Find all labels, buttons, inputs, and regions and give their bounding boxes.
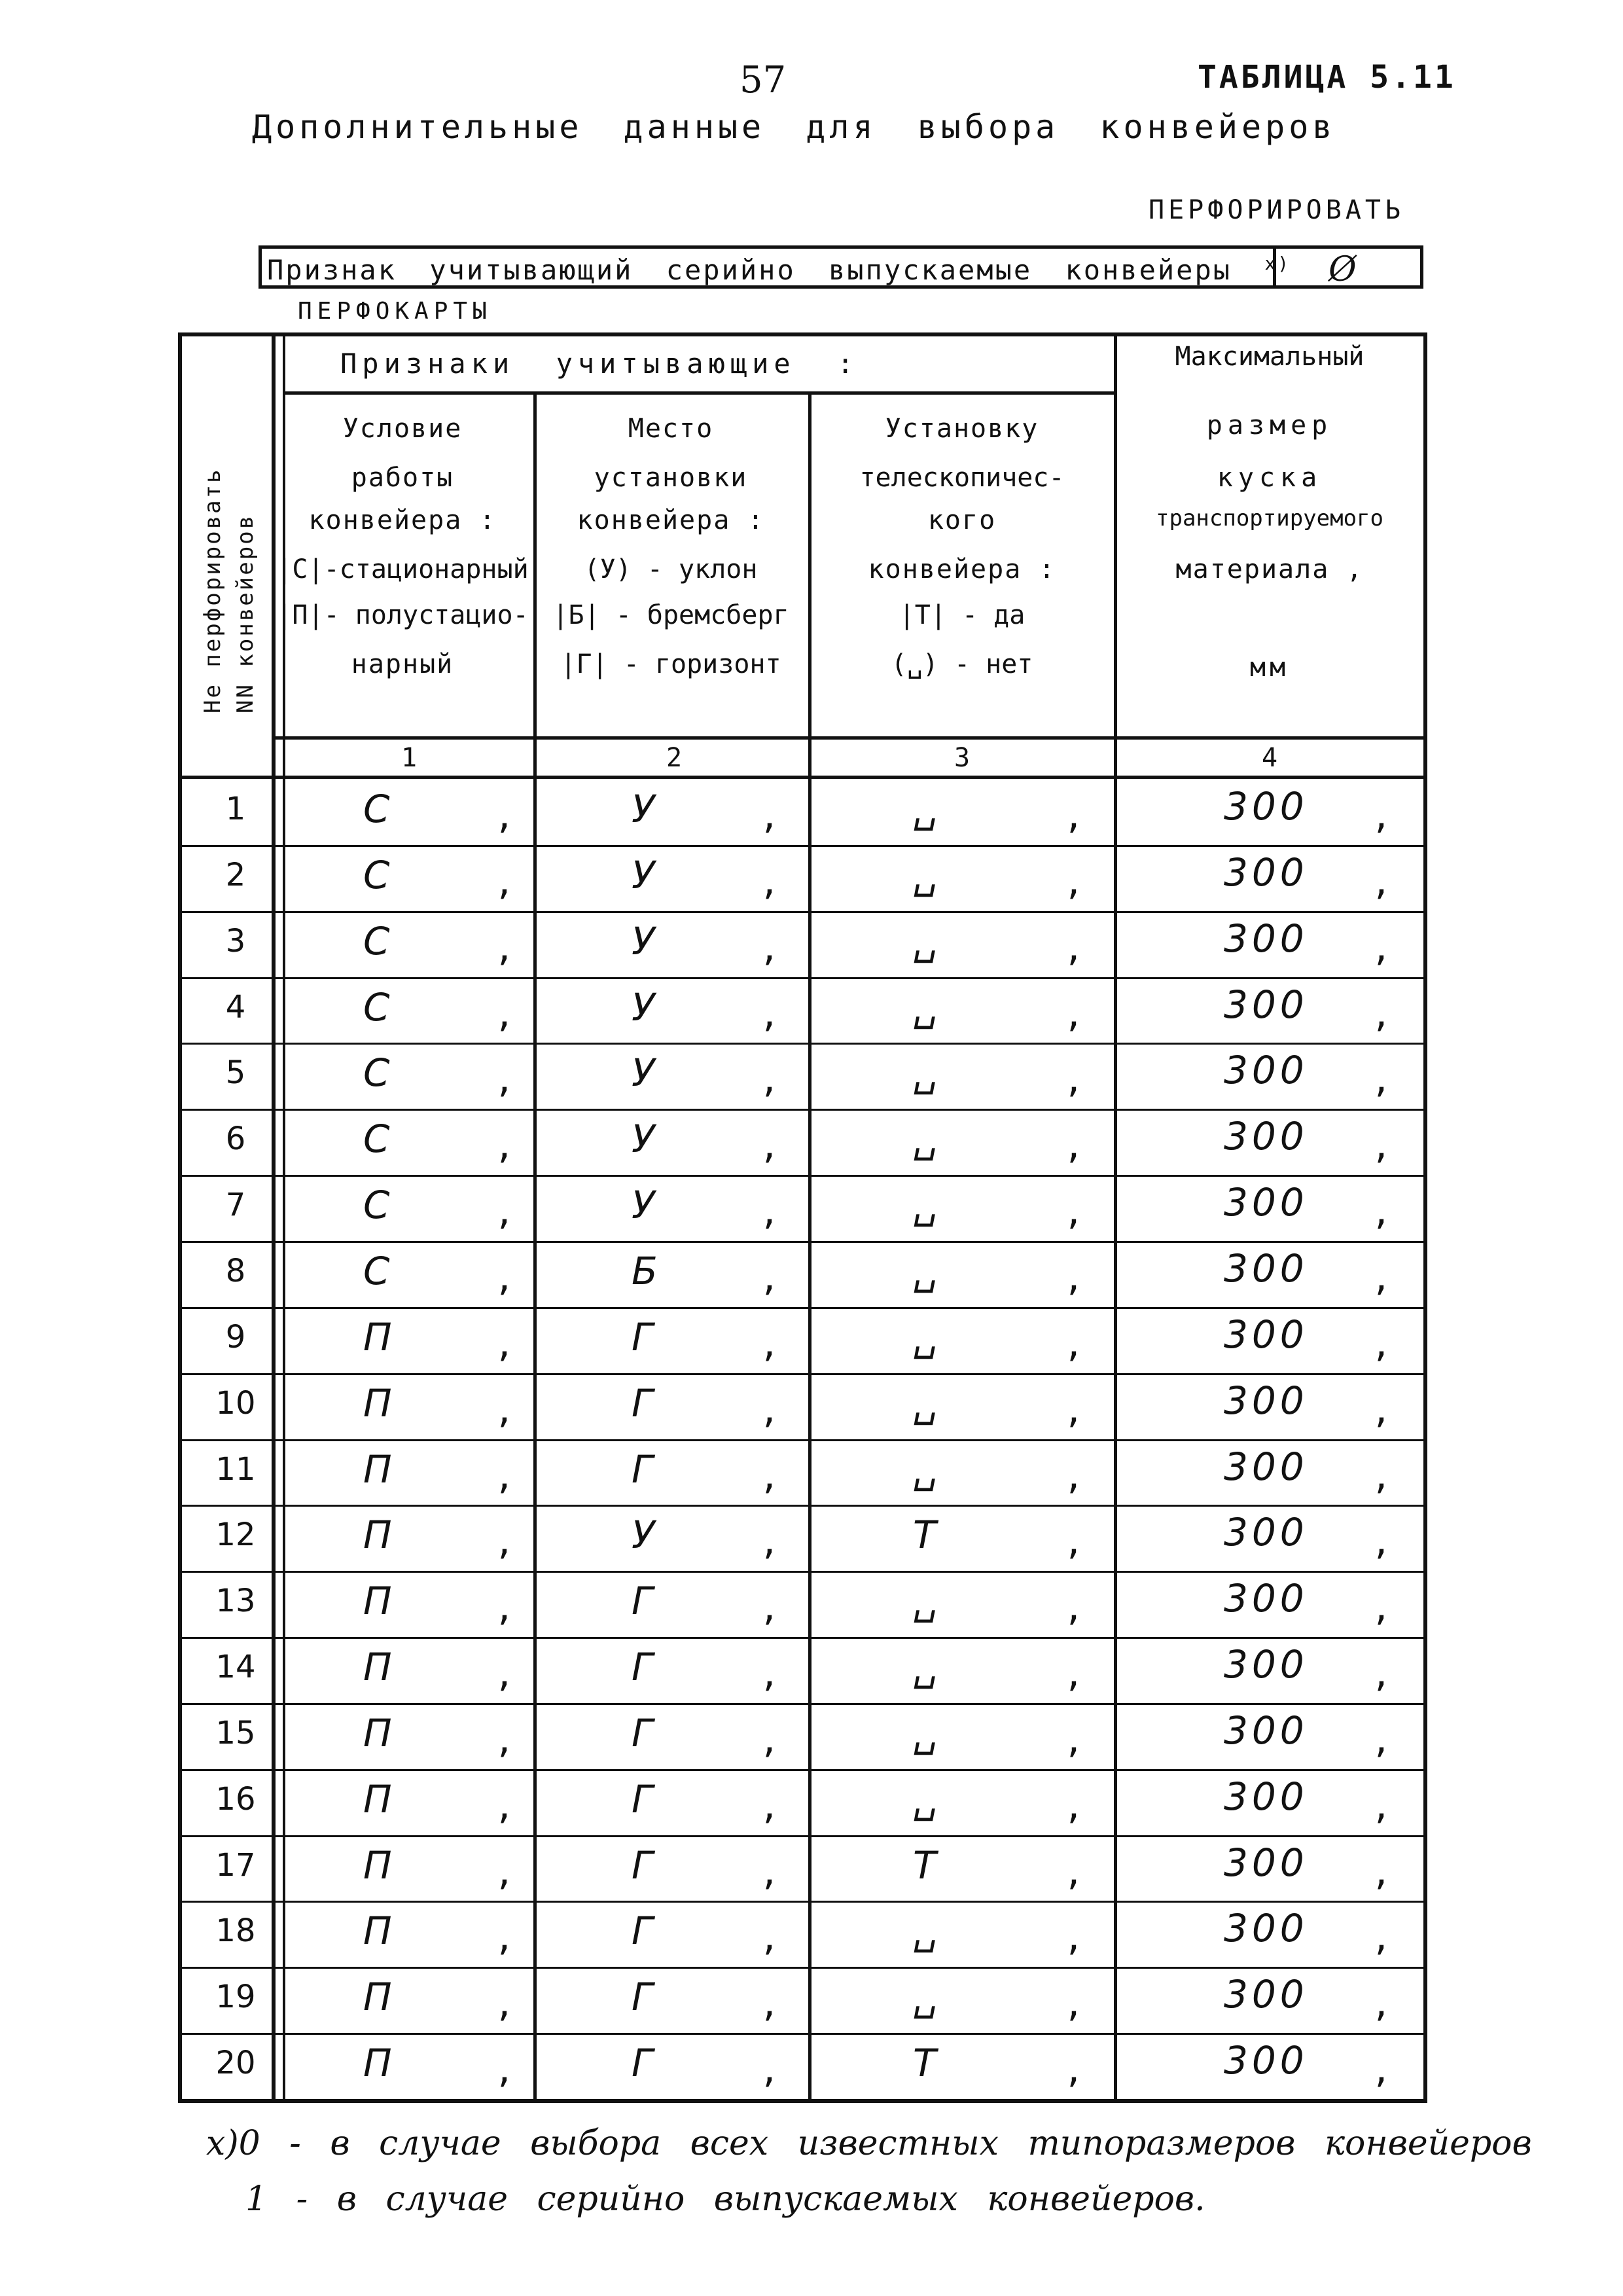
work-condition-value: С: [363, 1050, 390, 1096]
install-place-value: У: [632, 984, 655, 1030]
comma: ,: [494, 2051, 515, 2091]
comma: ,: [1371, 1655, 1392, 1695]
row-number: 13: [215, 1583, 256, 1620]
row-number: 2: [225, 856, 246, 893]
col2-header-line: Место: [628, 414, 714, 444]
column-number-3: 3: [954, 743, 971, 773]
comma: ,: [1371, 1457, 1392, 1497]
comma: ,: [494, 1523, 515, 1563]
serial-attribute-box: [259, 245, 1423, 289]
col2-header-line: (У) - уклон: [584, 554, 758, 584]
work-condition-value: П: [363, 1446, 392, 1492]
comma: ,: [494, 929, 515, 969]
col3-header-line: Установку: [885, 414, 1039, 444]
row-number: 19: [215, 1979, 256, 2016]
comma: ,: [759, 995, 780, 1035]
row-separator: [178, 1373, 1427, 1375]
col3-header-line: телескопичес-: [859, 463, 1065, 493]
comma: ,: [1063, 1259, 1084, 1299]
comma: ,: [494, 1193, 515, 1233]
comma: ,: [759, 1325, 780, 1365]
work-condition-value: П: [363, 1909, 392, 1954]
comma: ,: [494, 1061, 515, 1101]
col4-header-line: Максимальный: [1175, 342, 1364, 372]
comma: ,: [1063, 1325, 1084, 1365]
table-reference: ТАБЛИЦА 5.11: [1198, 59, 1456, 96]
comma: ,: [759, 1259, 780, 1299]
comma: ,: [1063, 995, 1084, 1035]
work-condition-value: П: [363, 1380, 392, 1426]
row-number: 16: [215, 1780, 256, 1818]
comma: ,: [1063, 1919, 1084, 1959]
max-lump-size-value: 300: [1224, 1180, 1308, 1225]
comma: ,: [1371, 863, 1392, 903]
comma: ,: [494, 1721, 515, 1761]
comma: ,: [1371, 1061, 1392, 1101]
col4-header-line: куска: [1217, 463, 1323, 493]
comma: ,: [494, 1259, 515, 1299]
col-separator-2: [808, 391, 812, 2103]
comma: ,: [1063, 1061, 1084, 1101]
comma: ,: [1063, 1457, 1084, 1497]
install-place-value: Г: [632, 1842, 653, 1888]
col3-header-line: |Т| - да: [899, 600, 1026, 630]
col1-header-line: Условие: [342, 414, 463, 444]
row-separator: [178, 1703, 1427, 1705]
group-header: Признаки учитывающие :: [340, 348, 859, 380]
row-number: 11: [215, 1450, 256, 1488]
install-place-value: Г: [632, 1579, 653, 1624]
col2-header-line: |Б| - бремсберг: [552, 600, 789, 630]
row-separator: [178, 1307, 1427, 1309]
comma: ,: [1371, 1985, 1392, 2025]
max-lump-size-value: 300: [1224, 1840, 1308, 1885]
serial-attribute-text: [267, 253, 1291, 286]
table-border-top: [178, 332, 1427, 336]
col1-header-line: работы: [351, 463, 454, 493]
install-place-value: Г: [632, 2041, 653, 2086]
max-lump-size-value: 300: [1224, 1444, 1308, 1489]
comma: ,: [1371, 1325, 1392, 1365]
col1-header-line: нарный: [351, 649, 454, 679]
comma: ,: [494, 797, 515, 836]
telescopic-value: ␣: [913, 1380, 937, 1426]
row-number: 20: [215, 2045, 256, 2082]
work-condition-value: П: [363, 1579, 392, 1624]
comma: ,: [1063, 1523, 1084, 1563]
telescopic-value: ␣: [913, 852, 937, 897]
telescopic-value: ␣: [913, 1975, 937, 2020]
comma: ,: [1371, 1523, 1392, 1563]
comma: ,: [759, 1193, 780, 1233]
comma: ,: [759, 2051, 780, 2091]
page-number: 57: [740, 59, 787, 101]
row-number: 6: [225, 1121, 246, 1158]
work-condition-value: П: [363, 2041, 392, 2086]
comma: ,: [1371, 2051, 1392, 2091]
work-condition-value: П: [363, 1776, 392, 1821]
telescopic-value: ␣: [913, 1117, 937, 1162]
comma: ,: [1063, 1127, 1084, 1167]
row-separator: [178, 911, 1427, 913]
telescopic-value: ␣: [913, 1645, 937, 1690]
row-number: 9: [225, 1318, 246, 1355]
work-condition-value: П: [363, 1975, 392, 2020]
work-condition-value: С: [363, 1248, 390, 1293]
install-place-value: Г: [632, 1909, 653, 1954]
col3-header-line: кого: [927, 505, 997, 535]
comma: ,: [759, 1853, 780, 1893]
row-separator: [178, 1769, 1427, 1771]
table-border-left: [178, 332, 182, 2103]
comma: ,: [1371, 929, 1392, 969]
comma: ,: [494, 1919, 515, 1959]
install-place-value: У: [632, 918, 655, 963]
comma: ,: [759, 1523, 780, 1563]
col4-header-line: транспортируемого: [1156, 505, 1383, 531]
install-place-value: У: [632, 1050, 655, 1096]
max-lump-size-value: 300: [1224, 1048, 1308, 1093]
comma: ,: [1063, 929, 1084, 969]
comma: ,: [494, 995, 515, 1035]
telescopic-value: ␣: [913, 1776, 937, 1821]
footnote-line-1: x)0 - в случае выбора всех известных типоразмеров конвейеров: [206, 2124, 1532, 2163]
col3-header-line: (␣) - нет: [891, 649, 1033, 679]
row-separator: [178, 977, 1427, 979]
group-header-line: [283, 391, 1117, 395]
telescopic-value: Т: [913, 2041, 936, 2086]
row-separator: [178, 1505, 1427, 1507]
install-place-value: У: [632, 1117, 655, 1162]
comma: ,: [759, 797, 780, 836]
install-place-value: Г: [632, 1380, 653, 1426]
work-condition-value: С: [363, 918, 390, 963]
telescopic-value: ␣: [913, 984, 937, 1030]
max-lump-size-value: 300: [1224, 1642, 1308, 1687]
comma: ,: [494, 1787, 515, 1827]
comma: ,: [759, 1457, 780, 1497]
column-number-2: 2: [666, 743, 683, 773]
telescopic-value: ␣: [913, 1710, 937, 1755]
comma: ,: [494, 1853, 515, 1893]
comma: ,: [1063, 1985, 1084, 2025]
telescopic-value: Т: [913, 1513, 936, 1558]
serial-attribute-label: Признак учитывающий серийно выпускаемые конвейеры: [267, 254, 1265, 286]
row-number: 5: [225, 1054, 246, 1092]
max-lump-size-value: 300: [1224, 982, 1308, 1027]
footnote-mark: x): [1264, 253, 1291, 274]
table-border-bottom: [178, 2099, 1427, 2103]
col4-header-line: материала ,: [1175, 554, 1364, 584]
serial-attribute-value: Ø: [1329, 250, 1357, 289]
row-separator: [178, 1043, 1427, 1045]
telescopic-value: Т: [913, 1842, 936, 1888]
work-condition-value: П: [363, 1314, 392, 1359]
row-separator: [178, 1571, 1427, 1573]
column-number-1: 1: [401, 743, 418, 773]
comma: ,: [759, 1127, 780, 1167]
row-number: 8: [225, 1252, 246, 1289]
row-separator: [178, 1967, 1427, 1969]
col1-header-line: |П|- полустацио-: [276, 600, 529, 630]
comma: ,: [1371, 1853, 1392, 1893]
install-place-value: У: [632, 1183, 655, 1228]
work-condition-value: П: [363, 1513, 392, 1558]
row-separator: [178, 1175, 1427, 1177]
col1-header-line: |С|-стационарный: [276, 554, 529, 584]
comma: ,: [494, 1127, 515, 1167]
max-lump-size-value: 300: [1224, 1774, 1308, 1819]
col2-header-line: |Г| - горизонт: [560, 649, 781, 679]
comma: ,: [759, 1061, 780, 1101]
comma: ,: [1063, 2051, 1084, 2091]
row-number: 15: [215, 1714, 256, 1751]
punch-card-label: ПЕРФОКАРТЫ: [298, 298, 492, 325]
row-number: 14: [215, 1649, 256, 1686]
install-place-value: Г: [632, 1776, 653, 1821]
document-title: Дополнительные данные для выбора конвейеров: [252, 108, 1336, 146]
install-place-value: У: [632, 1513, 655, 1558]
comma: ,: [1371, 995, 1392, 1035]
col1-header-line: конвейера :: [308, 505, 497, 535]
row-separator: [178, 1901, 1427, 1903]
work-condition-value: С: [363, 1117, 390, 1162]
max-lump-size-value: 300: [1224, 1708, 1308, 1753]
row-number: 18: [215, 1912, 256, 1950]
col2-header-line: установки: [594, 463, 748, 493]
work-condition-value: С: [363, 852, 390, 897]
row-number: 3: [225, 922, 246, 960]
conveyor-numbers-label: NN конвейеров: [232, 513, 259, 713]
comma: ,: [1063, 1787, 1084, 1827]
comma: ,: [1063, 797, 1084, 836]
work-condition-value: С: [363, 1183, 390, 1228]
work-condition-value: С: [363, 984, 390, 1030]
comma: ,: [1063, 863, 1084, 903]
row-number: 17: [215, 1846, 256, 1884]
comma: ,: [1371, 1259, 1392, 1299]
comma: ,: [1371, 1721, 1392, 1761]
comma: ,: [1371, 1787, 1392, 1827]
install-place-value: У: [632, 787, 655, 831]
row-separator: [178, 1835, 1427, 1837]
comma: ,: [1063, 1589, 1084, 1629]
comma: ,: [759, 1391, 780, 1431]
telescopic-value: ␣: [913, 1314, 937, 1359]
row-number: 12: [215, 1516, 256, 1554]
install-place-value: Г: [632, 1710, 653, 1755]
comma: ,: [494, 863, 515, 903]
no-perforation-label: Не перфорировать: [200, 467, 226, 713]
comma: ,: [759, 1919, 780, 1959]
header-bottom-line: [272, 736, 1427, 740]
footnote-line-2: 1 - в случае серийно выпускаемых конвейеров.: [245, 2179, 1205, 2219]
row-number: 7: [225, 1187, 246, 1224]
install-place-value: Г: [632, 1975, 653, 2020]
comma: ,: [1371, 1919, 1392, 1959]
max-lump-size-value: 300: [1224, 1510, 1308, 1555]
max-lump-size-value: 300: [1224, 1114, 1308, 1159]
telescopic-value: ␣: [913, 918, 937, 963]
install-place-value: У: [632, 852, 655, 897]
max-lump-size-value: 300: [1224, 2038, 1308, 2083]
row-number: 10: [215, 1384, 256, 1422]
perforate-label: ПЕРФОРИРОВАТЬ: [1149, 195, 1405, 225]
comma: ,: [494, 1325, 515, 1365]
telescopic-value: ␣: [913, 1183, 937, 1228]
row-separator: [178, 845, 1427, 847]
telescopic-value: ␣: [913, 787, 937, 831]
col2-header-line: конвейера :: [577, 505, 765, 535]
table-border-right: [1423, 332, 1427, 2103]
comma: ,: [759, 1589, 780, 1629]
telescopic-value: ␣: [913, 1248, 937, 1293]
install-place-value: Г: [632, 1446, 653, 1492]
row-number: 1: [225, 791, 246, 827]
row-number: 4: [225, 988, 246, 1026]
install-place-value: Б: [632, 1248, 658, 1293]
telescopic-value: ␣: [913, 1050, 937, 1096]
max-lump-size-value: 300: [1224, 1972, 1308, 2017]
column-number-line: [178, 776, 1427, 779]
comma: ,: [1063, 1391, 1084, 1431]
comma: ,: [1371, 1193, 1392, 1233]
max-lump-size-value: 300: [1224, 916, 1308, 961]
work-condition-value: П: [363, 1842, 392, 1888]
comma: ,: [759, 1655, 780, 1695]
comma: ,: [759, 929, 780, 969]
comma: ,: [759, 863, 780, 903]
max-lump-size-value: 300: [1224, 784, 1308, 829]
max-lump-size-value: 300: [1224, 1906, 1308, 1951]
comma: ,: [1063, 1655, 1084, 1695]
row-separator: [178, 1241, 1427, 1243]
max-lump-size-value: 300: [1224, 1576, 1308, 1621]
serial-attribute-value-cell: [1273, 249, 1427, 289]
row-separator: [178, 1439, 1427, 1441]
col3-header-line: конвейера :: [868, 554, 1056, 584]
comma: ,: [494, 1985, 515, 2025]
comma: ,: [494, 1457, 515, 1497]
comma: ,: [494, 1391, 515, 1431]
comma: ,: [1371, 1589, 1392, 1629]
comma: ,: [494, 1589, 515, 1629]
col4-header-line: мм: [1249, 653, 1290, 683]
telescopic-value: ␣: [913, 1446, 937, 1492]
max-lump-size-value: 300: [1224, 1378, 1308, 1423]
work-condition-value: П: [363, 1710, 392, 1755]
row-separator: [178, 1109, 1427, 1111]
comma: ,: [759, 1721, 780, 1761]
col-separator-1: [533, 391, 537, 2103]
col-separator-3: [1114, 332, 1117, 2103]
row-separator: [178, 1637, 1427, 1639]
comma: ,: [1371, 1127, 1392, 1167]
max-lump-size-value: 300: [1224, 1312, 1308, 1357]
comma: ,: [759, 1985, 780, 2025]
comma: ,: [759, 1787, 780, 1827]
comma: ,: [494, 1655, 515, 1695]
work-condition-value: С: [363, 787, 390, 831]
max-lump-size-value: 300: [1224, 850, 1308, 895]
comma: ,: [1063, 1721, 1084, 1761]
col4-header-line: размер: [1206, 410, 1333, 440]
comma: ,: [1371, 797, 1392, 836]
install-place-value: Г: [632, 1314, 653, 1359]
install-place-value: Г: [632, 1645, 653, 1690]
comma: ,: [1371, 1391, 1392, 1431]
max-lump-size-value: 300: [1224, 1246, 1308, 1291]
comma: ,: [1063, 1193, 1084, 1233]
telescopic-value: ␣: [913, 1579, 937, 1624]
telescopic-value: ␣: [913, 1909, 937, 1954]
row-separator: [178, 2033, 1427, 2035]
column-number-4: 4: [1261, 743, 1278, 773]
row-number-separator-inner: [283, 332, 285, 2103]
work-condition-value: П: [363, 1645, 392, 1690]
comma: ,: [1063, 1853, 1084, 1893]
